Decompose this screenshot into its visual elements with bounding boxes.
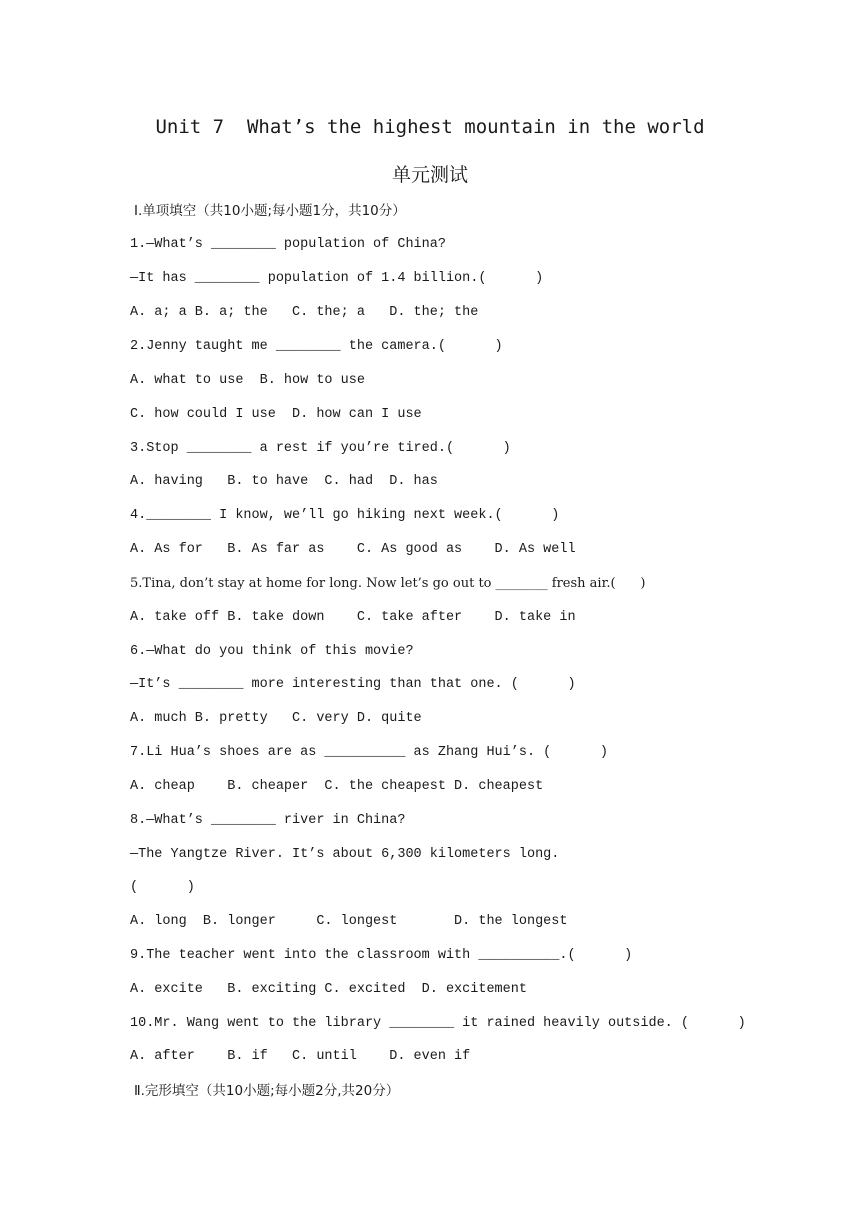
- question-2-options-b: C. how could I use D. how can I use: [130, 407, 422, 422]
- question-5: 5.Tina, don’t stay at home for long. Now let’s go out to ________ fresh air.( ): [130, 576, 646, 591]
- question-3: 3.Stop ________ a rest if you’re tired.( ): [130, 441, 511, 456]
- question-4-options: A. As for B. As far as C. As good as D. As well: [130, 542, 576, 557]
- question-6-options: A. much B. pretty C. very D. quite: [130, 711, 422, 726]
- question-7-options: A. cheap B. cheaper C. the cheapest D. cheapest: [130, 779, 544, 794]
- question-1-options: A. a; a B. a; the C. the; a D. the; the: [130, 305, 479, 320]
- question-10: 10.Mr. Wang went to the library ________ it rained heavily outside. ( ): [130, 1016, 746, 1031]
- question-4: 4.________ I know, we’ll go hiking next week.( ): [130, 508, 560, 523]
- section-heading-1: Ⅰ.单项填空（共10小题;每小题1分，共10分）: [134, 203, 406, 219]
- question-9-options: A. excite B. exciting C. excited D. excitement: [130, 982, 527, 997]
- question-8-line-2: —The Yangtze River. It’s about 6,300 kilometers long.: [130, 847, 560, 862]
- document-subtitle: 单元测试: [391, 164, 468, 186]
- question-9: 9.The teacher went into the classroom with __________.( ): [130, 948, 633, 963]
- question-10-options: A. after B. if C. until D. even if: [130, 1049, 471, 1064]
- question-5-options: A. take off B. take down C. take after D. take in: [130, 610, 576, 625]
- question-2-options-a: A. what to use B. how to use: [130, 373, 365, 388]
- question-6-line-1: 6.—What do you think of this movie?: [130, 644, 414, 659]
- question-6-line-2: —It’s ________ more interesting than that one. ( ): [130, 677, 576, 692]
- question-1-line-2: —It has ________ population of 1.4 billion.( ): [130, 271, 544, 286]
- question-8-line-1: 8.—What’s ________ river in China?: [130, 813, 406, 828]
- question-7: 7.Li Hua’s shoes are as __________ as Zhang Hui’s. ( ): [130, 745, 608, 760]
- section-heading-2: Ⅱ.完形填空（共10小题;每小题2分,共20分）: [134, 1083, 400, 1099]
- question-3-options: A. having B. to have C. had D. has: [130, 474, 438, 489]
- question-8-options: A. long B. longer C. longest D. the longest: [130, 914, 568, 929]
- question-8-bracket: ( ): [130, 880, 195, 895]
- question-2: 2.Jenny taught me ________ the camera.( ): [130, 339, 503, 354]
- question-1-line-1: 1.—What’s ________ population of China?: [130, 237, 446, 252]
- document-title: Unit 7 What’s the highest mountain in the world: [155, 116, 705, 138]
